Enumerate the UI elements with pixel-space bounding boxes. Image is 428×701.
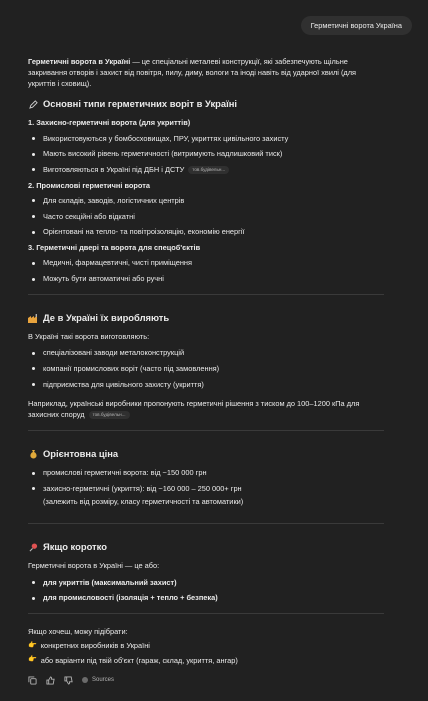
intro-bold: Герметичні ворота в Україні: [28, 57, 131, 66]
list-item-text: Виготовляються в Україні під ДБН і ДСТУ: [43, 164, 185, 174]
list-item: для укриттів (максимальний захист): [28, 577, 384, 588]
example-paragraph: [28, 398, 384, 420]
thumbs-down-icon[interactable]: [64, 676, 73, 685]
price-list: [28, 467, 384, 494]
list-item: [28, 164, 384, 175]
list-item: Орієнтовані на тепло- та повітроізоляцію, економію енергії: [28, 226, 384, 237]
sources-label: Sources: [92, 676, 115, 683]
list-item: захисно-герметичні (укриття): від ~160 000 – 250 000+ грн: [28, 483, 384, 494]
divider: [28, 294, 384, 295]
group-title: 3. Герметичні двері та ворота для спецоб'єктів: [28, 243, 201, 253]
intro-text: — це спеціальні металеві конструкції, які забезпечують щільне закривання отворів і захист від повітря, пилу, диму, вологи та іноді навіть від ударної хвилі (для укриттів і сховищ).: [28, 57, 357, 89]
divider: [28, 523, 384, 524]
list-item: спеціалізовані заводи металоконструкцій: [28, 347, 384, 358]
list-item: підприємства для цивільного захисту (укриття): [28, 379, 384, 390]
offer-option-text: або варіанти під твій об'єкт (гараж, склад, укриття, ангар): [40, 655, 238, 665]
manufacturers-list: [28, 347, 384, 389]
sources-button[interactable]: [82, 676, 114, 685]
list-item: Для складів, заводів, логістичних центрів: [28, 195, 384, 206]
pencil-icon: [28, 99, 38, 109]
list-item: компанії промислових воріт (часто під замовлення): [28, 363, 384, 374]
divider: [28, 430, 384, 431]
section-types-title: Основні типи герметичних воріт в Україні: [43, 98, 237, 110]
section-manufacturers-title: Де в Україні їх виробляють: [43, 312, 170, 324]
section-lead: В Україні такі ворота виготовляють:: [28, 332, 150, 342]
list-item: Часто секційні або відкатні: [28, 211, 384, 222]
section-price-title: Орієнтовна ціна: [43, 447, 119, 459]
list-item: для промисловості (ізоляція + тепло + безпека): [28, 592, 384, 603]
money-bag-icon: [28, 449, 38, 459]
copy-icon[interactable]: [28, 676, 37, 685]
pointing-hand-icon: 👉: [28, 655, 37, 663]
group-list: [28, 195, 384, 237]
list-item: Мають високий рівень герметичності (витримують надлишковий тиск): [28, 148, 384, 159]
price-note: (залежить від розміру, класу герметичності та автоматики): [43, 497, 244, 507]
list-item: Медичні, фармацевтичні, чисті приміщення: [28, 257, 384, 268]
offer-option: [28, 640, 384, 651]
group-list: [28, 257, 384, 284]
divider: [28, 613, 384, 614]
section-summary-heading: [28, 540, 384, 554]
section-lead: Герметичні ворота в Україні — це або:: [28, 561, 160, 571]
group-list: [28, 133, 384, 175]
section-manufacturers-heading: [28, 311, 384, 325]
offer-lead: Якщо хочеш, можу підібрати:: [28, 627, 128, 637]
pointing-hand-icon: 👉: [28, 641, 37, 649]
message-actions: [28, 676, 384, 685]
section-price-heading: [28, 447, 384, 461]
source-favicon-icon: [82, 677, 88, 683]
offer-option: [28, 655, 384, 666]
list-item: Використовуються у бомбосховищах, ПРУ, укриттях цивільного захисту: [28, 133, 384, 144]
group-title: 1. Захисно-герметичні ворота (для укриттів): [28, 118, 191, 128]
group-title: 2. Промислові герметичні ворота: [28, 180, 150, 190]
list-item: Можуть бути автоматичні або ручні: [28, 273, 384, 284]
thumbs-up-icon[interactable]: [46, 676, 55, 685]
pushpin-icon: [28, 542, 38, 552]
summary-list: [28, 577, 384, 604]
intro-paragraph: [28, 56, 384, 89]
offer-option-text: конкретних виробників в Україні: [40, 641, 150, 651]
assistant-answer: [28, 56, 384, 685]
list-item: промислові герметичні ворота: від ~150 000 грн: [28, 467, 384, 478]
source-chip[interactable]: тов.будівельн...: [89, 411, 130, 419]
source-chip[interactable]: тов.будівельн...: [188, 166, 229, 174]
example-text: Наприклад, українські виробники пропонують герметичні рішення з тиском до 100–1200 кПа для захисних споруд: [28, 398, 360, 419]
section-types-heading: [28, 97, 384, 111]
section-summary-title: Якщо коротко: [43, 541, 107, 553]
factory-icon: [28, 313, 38, 323]
user-message-bubble: Герметичні ворота Україна: [301, 16, 412, 35]
